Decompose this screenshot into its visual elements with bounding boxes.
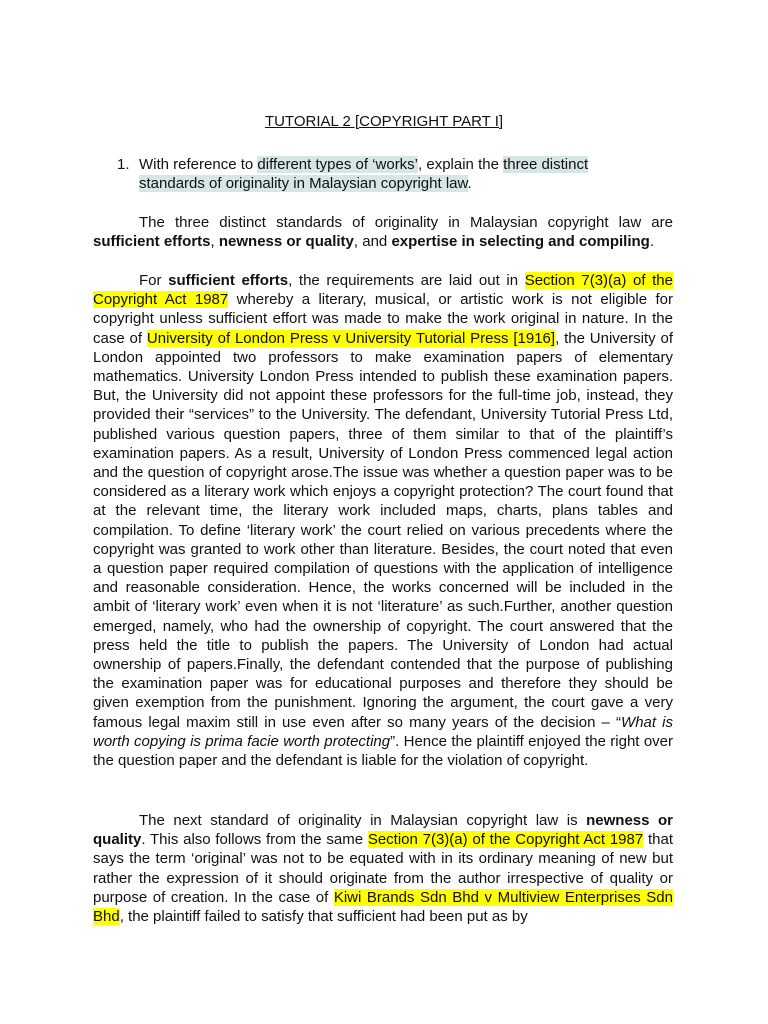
highlighted-citation: Kiwi Brands Sdn Bhd v Multiview Enterprises Sdn Bhd bbox=[93, 888, 673, 926]
text-run: . This also follows from the same bbox=[141, 831, 368, 849]
paragraph-newness-quality bbox=[93, 811, 673, 926]
text-run: ”. Hence the plaintiff enjoyed the right over the question paper and the defendant is liable for the violation of copyright. bbox=[93, 732, 673, 770]
text-run: , and bbox=[353, 233, 392, 251]
highlighted-citation: Section 7(3)(a) of the Copyright Act 1987 bbox=[367, 831, 644, 849]
paragraph-sufficient-efforts bbox=[93, 271, 673, 770]
text-run: . bbox=[649, 233, 655, 251]
text-run: , bbox=[210, 233, 219, 251]
bold-term: sufficient efforts bbox=[93, 233, 211, 251]
text-run: The three distinct standards of originality in Malaysian copyright law are bbox=[139, 214, 673, 231]
highlighted-citation: Section 7(3)(a) of the Copyright Act 1987 bbox=[93, 272, 673, 309]
bold-term: sufficient efforts bbox=[168, 272, 289, 289]
text-run: , the requirements are laid out in bbox=[288, 272, 525, 289]
question-number: 1. bbox=[117, 156, 130, 173]
italic-maxim: What is worth copying is prima facie worth protecting bbox=[93, 713, 674, 750]
highlighted-phrase: different types of ‘works’ bbox=[257, 156, 419, 173]
question-text bbox=[139, 155, 649, 193]
text-run: , the University of London appointed two professors to make examination papers of elementary mathematics. University London Press intended to publish these examination papers. But, the University did not appoint these professors for the full-time job, instead, they provided their “services” to the University. The defendant, University Tutorial Press Ltd, published various question papers, three of them similar to that of the plaintiff’s examination papers. As a result, University of London Press commenced legal action and the question of copyright arose.The issue was whether a question paper was to be considered as a literary work which enjoys a copyright protection? The court found that at the relevant time, the literary work included maps, charts, plans tables and compilation. To define ‘literary work’ the court relied on various precedents where the copyright was granted to work other than literature. Besides, the court noted that even a question paper required compilation of questions with the application of intelligence and reasonable consideration. Hence, the works concerned will be included in the ambit of ‘literary work’ even when it is not ‘literature’ as such.Further, another question emerged, namely, who had the ownership of copyright. The court answered that the press held the title to publish the papers. The University of London had actual ownership of papers.Finally, the defendant contended that the purpose of publishing the examination paper was for educational purposes and therefore they should be given exemption from the punishment. Ignoring the argument, the court gave a very famous legal maxim still in use even after so many years of the decision – “ bbox=[93, 329, 673, 731]
highlighted-phrase: three distinct standards of originality in Malaysian copyright law bbox=[139, 156, 589, 193]
question-text-part: With reference to bbox=[139, 156, 258, 173]
paragraph-intro bbox=[93, 213, 673, 251]
page-title: TUTORIAL 2 [COPYRIGHT PART I] bbox=[264, 113, 504, 130]
text-run: , the plaintiff failed to satisfy that sufficient had been put as by bbox=[119, 908, 528, 926]
bold-term: expertise in selecting and compiling bbox=[391, 233, 650, 251]
bold-term: newness or quality bbox=[93, 812, 673, 849]
text-run: that says the term ‘original’ was not to be equated with in its ordinary meaning of new but rather the expression of it should originate from the author irrespective of quality or purpose of creation. In the case of bbox=[93, 831, 673, 906]
bold-term: newness or quality bbox=[218, 233, 354, 251]
text-run: For bbox=[139, 272, 169, 289]
question-text-part: . bbox=[467, 175, 472, 193]
text-run: The next standard of originality in Malaysian copyright law is bbox=[139, 812, 587, 829]
highlighted-citation: University of London Press v University Tutorial Press [1916] bbox=[146, 329, 556, 347]
text-run: whereby a literary, musical, or artistic work is not eligible for copyright unless sufficient effort was made to make the work original in nature. In the case of bbox=[93, 291, 673, 347]
question-text-part: , explain the bbox=[418, 156, 504, 173]
